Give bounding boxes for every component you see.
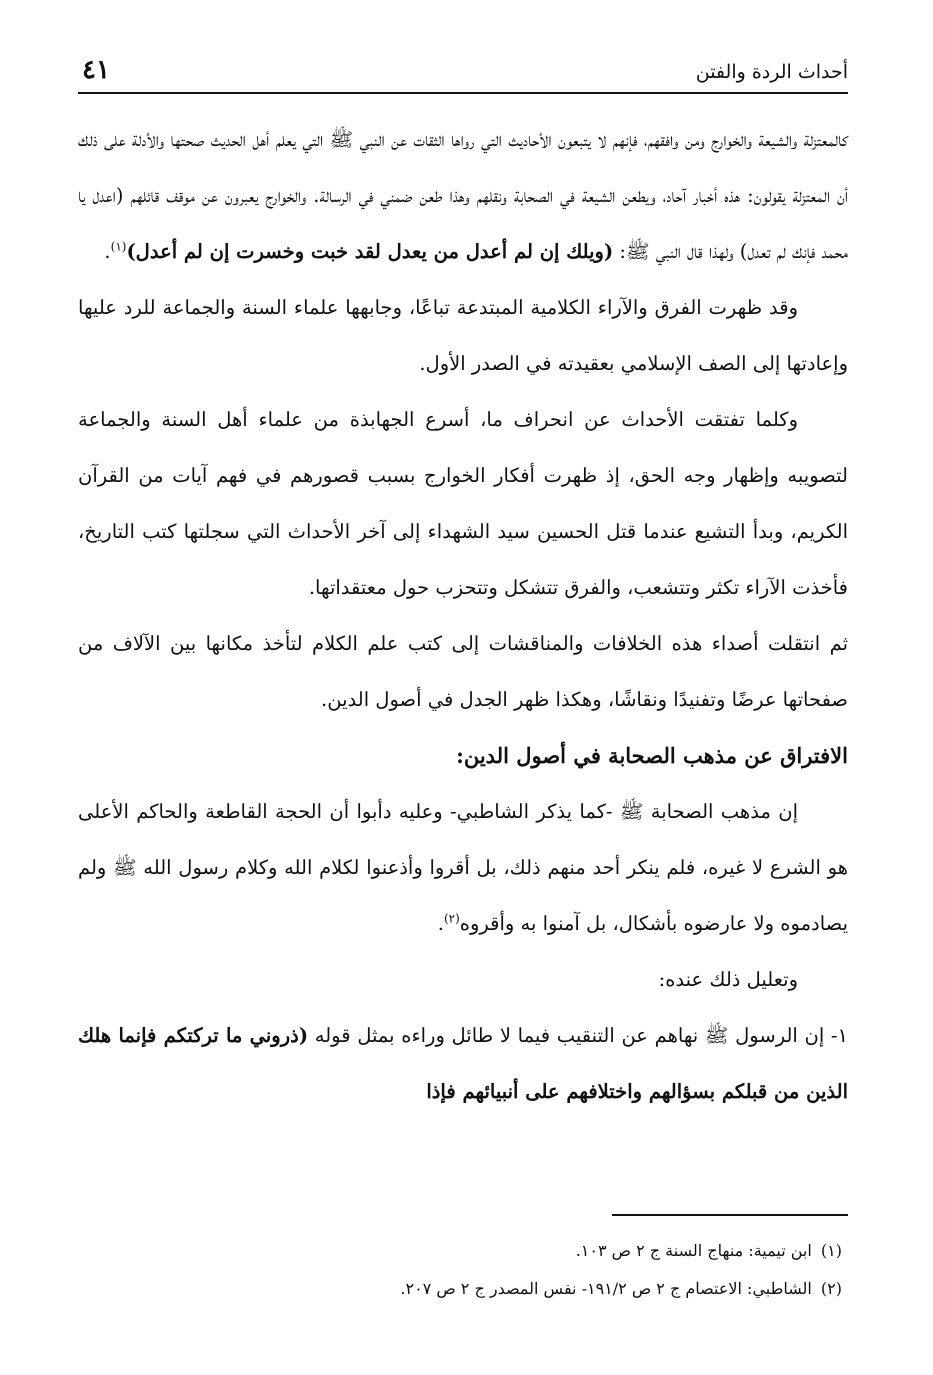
paragraph-text: كالمعتزلة والشيعة والخوارج ومن وافقهم، فإنهم لا يتبعون الأحاديث التي رواها الثقات عن النبي ﷺ التي يعلم أهل الحديث صحتها والأدلة على ذلك أن المعتزلة يقولون: هذه أخبار آحاد، ويطعن الشيعة في الصحابة ونقلهم وهذا طعن ضمني في الرسالة. والخوارج يعبرون عن موقف قائلهم (اعدل يا محمد فإنك لم تعدل) ولهذا قال النبي ﷺ: bbox=[78, 128, 848, 263]
section-heading: الافتراق عن مذهب الصحابة في أصول الدين: bbox=[456, 743, 848, 768]
hadith-quote: (ويلك إن لم أعدل من يعدل لقد خبت وخسرت إن لم أعدل) bbox=[126, 240, 614, 263]
page-number: ٤١ bbox=[82, 55, 110, 85]
sentence-end: . bbox=[437, 912, 444, 935]
footnote-divider bbox=[612, 1214, 848, 1216]
footnote-text: ابن تيمية: منهاج السنة ج ٢ ص ١٠٣. bbox=[575, 1241, 812, 1260]
running-title: أحداث الردة والفتن bbox=[695, 61, 848, 83]
paragraph bbox=[78, 784, 848, 952]
footnote bbox=[78, 1270, 848, 1308]
paragraph bbox=[78, 1008, 848, 1120]
paragraph: ثم انتقلت أصداء هذه الخلافات والمناقشات إلى كتب علم الكلام لتأخذ مكانها بين الآلاف من صفحاتها عرضًا وتفنيدًا ونقاشًا، وهكذا ظهر الجدل في أصول الدين. bbox=[78, 632, 848, 711]
paragraph: وكلما تفتقت الأحداث عن انحراف ما، أسرع الجهابذة من علماء أهل السنة والجماعة لتصويبه وإظهار وجه الحق، إذ ظهرت أفكار الخوارج بسبب قصورهم في فهم آيات من القرآن الكريم، وبدأ التشيع عندما قتل الحسين سيد الشهداء إلى آخر الأحداث التي سجلتها كتب التاريخ، فأخذت الآراء تكثر وتتشعب، والفرق تتشكل وتتحزب حول معتقداتها. bbox=[78, 408, 848, 599]
footnote-number: (٢) bbox=[820, 1279, 842, 1298]
page-header bbox=[78, 55, 848, 92]
footnotes bbox=[78, 1232, 848, 1308]
footnote-reference: (١) bbox=[110, 239, 127, 254]
footnote-reference: (٢) bbox=[443, 911, 460, 926]
sentence-end: . bbox=[104, 240, 111, 263]
footnote-number: (١) bbox=[820, 1241, 842, 1260]
paragraph: وقد ظهرت الفرق والآراء الكلامية المبتدعة تباعًا، وجابهها علماء السنة والجماعة للرد عليها وإعادتها إلى الصف الإسلامي بعقيدته في الصدر الأول. bbox=[78, 296, 848, 375]
paragraph-text: إن مذهب الصحابة ﷺ -كما يذكر الشاطبي- وعليه دأبوا أن الحجة القاطعة والحاكم الأعلى هو الشرع لا غيره، فلم ينكر أحد منهم ذلك، بل أقروا وأذعنوا لكلام الله وكلام رسول الله ﷺ ولم يصادموه ولا عارضوه بأشكال، بل آمنوا به وأقروه bbox=[78, 800, 848, 935]
footnote-text: الشاطبي: الاعتصام ج ٢ ص ١٩١/٢- نفس المصدر ج ٢ ص ٢٠٧. bbox=[400, 1279, 812, 1298]
main-text bbox=[78, 112, 848, 1120]
footnote bbox=[78, 1232, 848, 1270]
hadith-quote: (ذروني ما تركتكم فإنما هلك الذين من قبلكم بسؤالهم واختلافهم على أنبيائهم فإذا bbox=[78, 1024, 848, 1103]
paragraph: وتعليل ذلك عنده: bbox=[658, 968, 798, 991]
header-divider bbox=[78, 92, 848, 94]
paragraph bbox=[78, 112, 848, 280]
paragraph-text: ١- إن الرسول ﷺ نهاهم عن التنقيب فيما لا طائل وراءه بمثل قوله bbox=[308, 1024, 848, 1047]
